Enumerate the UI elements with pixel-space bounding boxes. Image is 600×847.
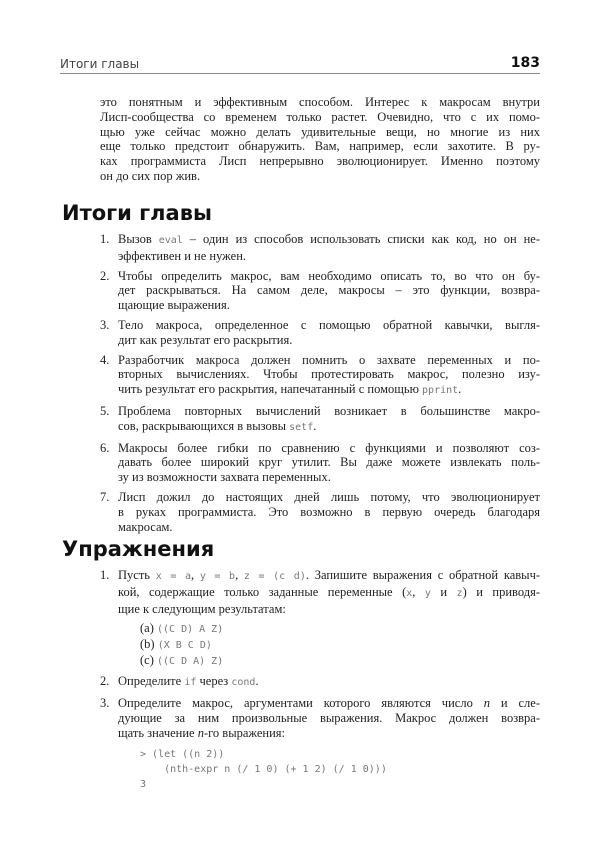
text-run: Пусть bbox=[118, 568, 156, 582]
text-run: Лисп-сообщества со временем только растет. Очевидно, что с их помо- bbox=[100, 109, 540, 124]
text-line bbox=[100, 154, 540, 169]
text-run: сов, раскрывающихся в вызовы bbox=[118, 418, 290, 433]
text-run: Определите bbox=[118, 674, 185, 689]
item-number: 4. bbox=[100, 352, 110, 367]
text-line bbox=[100, 169, 540, 184]
text-line bbox=[100, 110, 540, 125]
text-run: это понятным и эффективным способом. Интерес к макросам внутри bbox=[100, 95, 540, 109]
text-line bbox=[100, 139, 540, 154]
sub-code: (X B C D) bbox=[157, 640, 212, 652]
text-line bbox=[118, 726, 540, 741]
running-header-title: Итоги главы bbox=[60, 57, 140, 71]
text-line bbox=[118, 602, 540, 617]
text-run: Чтобы определить макрос, вам необходимо описать то, во что он бу- bbox=[118, 268, 540, 283]
sub-item bbox=[140, 637, 540, 653]
section-heading-summary: Итоги главы bbox=[62, 201, 212, 225]
text-run: – один из способов использовать списки как код, но он не- bbox=[182, 232, 540, 246]
section-heading-exercises: Упражнения bbox=[62, 537, 215, 561]
code-line: (nth-expr n (/ 1 0) (+ 1 2) (/ 1 0))) bbox=[140, 763, 387, 775]
text-run: кой, содержащие только заданные переменные ( bbox=[118, 584, 407, 599]
text-line bbox=[118, 455, 540, 470]
text-run: через bbox=[196, 674, 232, 689]
summary-list bbox=[100, 232, 540, 539]
text-line bbox=[118, 419, 540, 436]
inline-code: eval bbox=[158, 235, 183, 246]
text-run: Проблема повторных вычислений возникает в большинстве макро- bbox=[118, 403, 540, 418]
text-run: он до сих пор жив. bbox=[100, 168, 201, 183]
sub-label: (a) bbox=[140, 621, 154, 636]
text-line bbox=[118, 520, 540, 535]
text-run: Вызов bbox=[118, 232, 159, 246]
text-line bbox=[118, 696, 540, 711]
italic-variable: n bbox=[483, 696, 490, 711]
item-number: 1. bbox=[100, 568, 110, 582]
inline-code: z = (c d) bbox=[243, 571, 306, 582]
list-item bbox=[100, 232, 540, 264]
text-run: макросам. bbox=[118, 519, 173, 534]
text-run: щие к следующим результатам: bbox=[118, 601, 286, 616]
text-run: , bbox=[235, 568, 244, 582]
running-header bbox=[60, 55, 540, 74]
text-line bbox=[118, 353, 540, 368]
text-line bbox=[100, 125, 540, 140]
item-number: 5. bbox=[100, 403, 110, 418]
sub-code: ((C D) A Z) bbox=[157, 624, 224, 636]
text-line bbox=[118, 232, 540, 249]
text-run: вторных вычислениях. Чтобы протестировать макрос, полезно изу- bbox=[118, 367, 540, 382]
text-run: чить результат его раскрытия, напечатанный с помощью bbox=[118, 382, 423, 397]
sub-label: (c) bbox=[140, 653, 154, 668]
text-run: . Запишите выражения с обратной кавыч- bbox=[305, 568, 541, 582]
sub-label: (b) bbox=[140, 637, 155, 652]
text-run: ) и приводя- bbox=[462, 584, 540, 599]
text-line bbox=[118, 249, 540, 264]
inline-code: z bbox=[456, 587, 463, 599]
code-block bbox=[118, 747, 540, 792]
text-run: -го выражения: bbox=[203, 725, 286, 740]
text-run: щать значение bbox=[118, 725, 198, 740]
text-line bbox=[118, 283, 540, 298]
code-line: > (let ((n 2)) bbox=[140, 748, 225, 760]
text-run: Макросы более гибки по сравнению с функциями и позволяют соз- bbox=[118, 440, 540, 455]
text-run: дит как результат его раскрытия. bbox=[118, 332, 293, 347]
inline-code: cond bbox=[231, 677, 256, 689]
sub-item bbox=[140, 653, 540, 669]
page-number: 183 bbox=[510, 55, 540, 71]
text-run: давать более широкий круг утилит. Вы даже можете извлекать поль- bbox=[118, 455, 540, 470]
list-item bbox=[100, 674, 540, 691]
text-run: эффективен и не нужен. bbox=[118, 248, 247, 263]
list-item bbox=[100, 269, 540, 313]
inline-code: y = b bbox=[199, 571, 236, 582]
inline-code: setf bbox=[289, 421, 314, 433]
item-number: 3. bbox=[100, 696, 110, 711]
text-line bbox=[118, 490, 540, 505]
list-item bbox=[100, 441, 540, 485]
text-run: и bbox=[430, 584, 457, 599]
item-number: 2. bbox=[100, 674, 110, 689]
text-run: . bbox=[313, 418, 317, 433]
inline-code: y bbox=[424, 587, 431, 599]
text-run: , bbox=[190, 568, 200, 582]
text-line bbox=[118, 269, 540, 284]
item-number: 6. bbox=[100, 440, 110, 455]
item-number: 7. bbox=[100, 489, 110, 504]
list-item bbox=[100, 568, 540, 669]
text-run: и сле- bbox=[489, 696, 540, 711]
item-number: 2. bbox=[100, 268, 110, 283]
text-run: еще только предстоит обнаружить. Вам, например, если захотите. В ру- bbox=[100, 139, 540, 154]
text-run: дующие за ним произвольные выражения. Макрос должен возвра- bbox=[118, 710, 540, 725]
list-item bbox=[100, 353, 540, 399]
text-run: в руках программиста. Это возможно в первую очередь благодаря bbox=[118, 504, 540, 519]
text-line bbox=[118, 441, 540, 456]
text-run: Тело макроса, определенное с помощью обратной кавычки, выгля- bbox=[118, 317, 540, 332]
text-run: Лисп дожил до настоящих дней лишь потому, что эволюционирует bbox=[118, 489, 540, 504]
text-run: . bbox=[458, 382, 462, 397]
sub-list bbox=[118, 621, 540, 669]
item-number: 3. bbox=[100, 317, 110, 332]
text-line bbox=[118, 318, 540, 333]
list-item bbox=[100, 696, 540, 791]
text-line bbox=[118, 470, 540, 485]
text-line bbox=[118, 568, 540, 585]
inline-code: x = a bbox=[155, 571, 191, 582]
text-line bbox=[118, 404, 540, 419]
inline-code: pprint bbox=[422, 385, 459, 397]
code-line: 3 bbox=[140, 778, 147, 790]
exercises-list bbox=[100, 568, 540, 797]
text-line bbox=[118, 505, 540, 520]
text-line bbox=[118, 298, 540, 313]
text-run: . bbox=[255, 674, 259, 689]
inline-code: if bbox=[184, 677, 197, 689]
text-line bbox=[118, 585, 540, 602]
text-line bbox=[100, 95, 540, 110]
italic-variable: n bbox=[197, 725, 204, 740]
item-number: 1. bbox=[100, 232, 110, 246]
list-item bbox=[100, 404, 540, 436]
inline-code: x bbox=[406, 587, 413, 599]
text-run: дет раскрываться. На самом деле, макросы – это функции, возвра- bbox=[118, 283, 540, 298]
text-run: , bbox=[412, 584, 425, 599]
text-line bbox=[118, 367, 540, 382]
sub-code: ((C D A) Z) bbox=[157, 656, 224, 668]
text-line bbox=[118, 333, 540, 348]
intro-paragraph bbox=[100, 95, 540, 184]
text-run: зу из возможности захвата переменных. bbox=[118, 470, 331, 485]
text-run: щающие выражения. bbox=[118, 298, 230, 313]
text-run: Определите макрос, аргументами которого являются число bbox=[118, 696, 484, 711]
list-item bbox=[100, 490, 540, 534]
text-run: Разработчик макроса должен помнить о захвате переменных и по- bbox=[118, 352, 540, 367]
sub-item bbox=[140, 621, 540, 637]
text-run: щью уже сейчас можно делать удивительные вещи, но многие из них bbox=[100, 124, 540, 139]
text-line bbox=[118, 382, 540, 399]
list-item bbox=[100, 318, 540, 348]
text-run: ках программиста Лисп непрерывно эволюционирует. Именно поэтому bbox=[100, 154, 540, 169]
text-line bbox=[118, 674, 540, 691]
text-line bbox=[118, 711, 540, 726]
